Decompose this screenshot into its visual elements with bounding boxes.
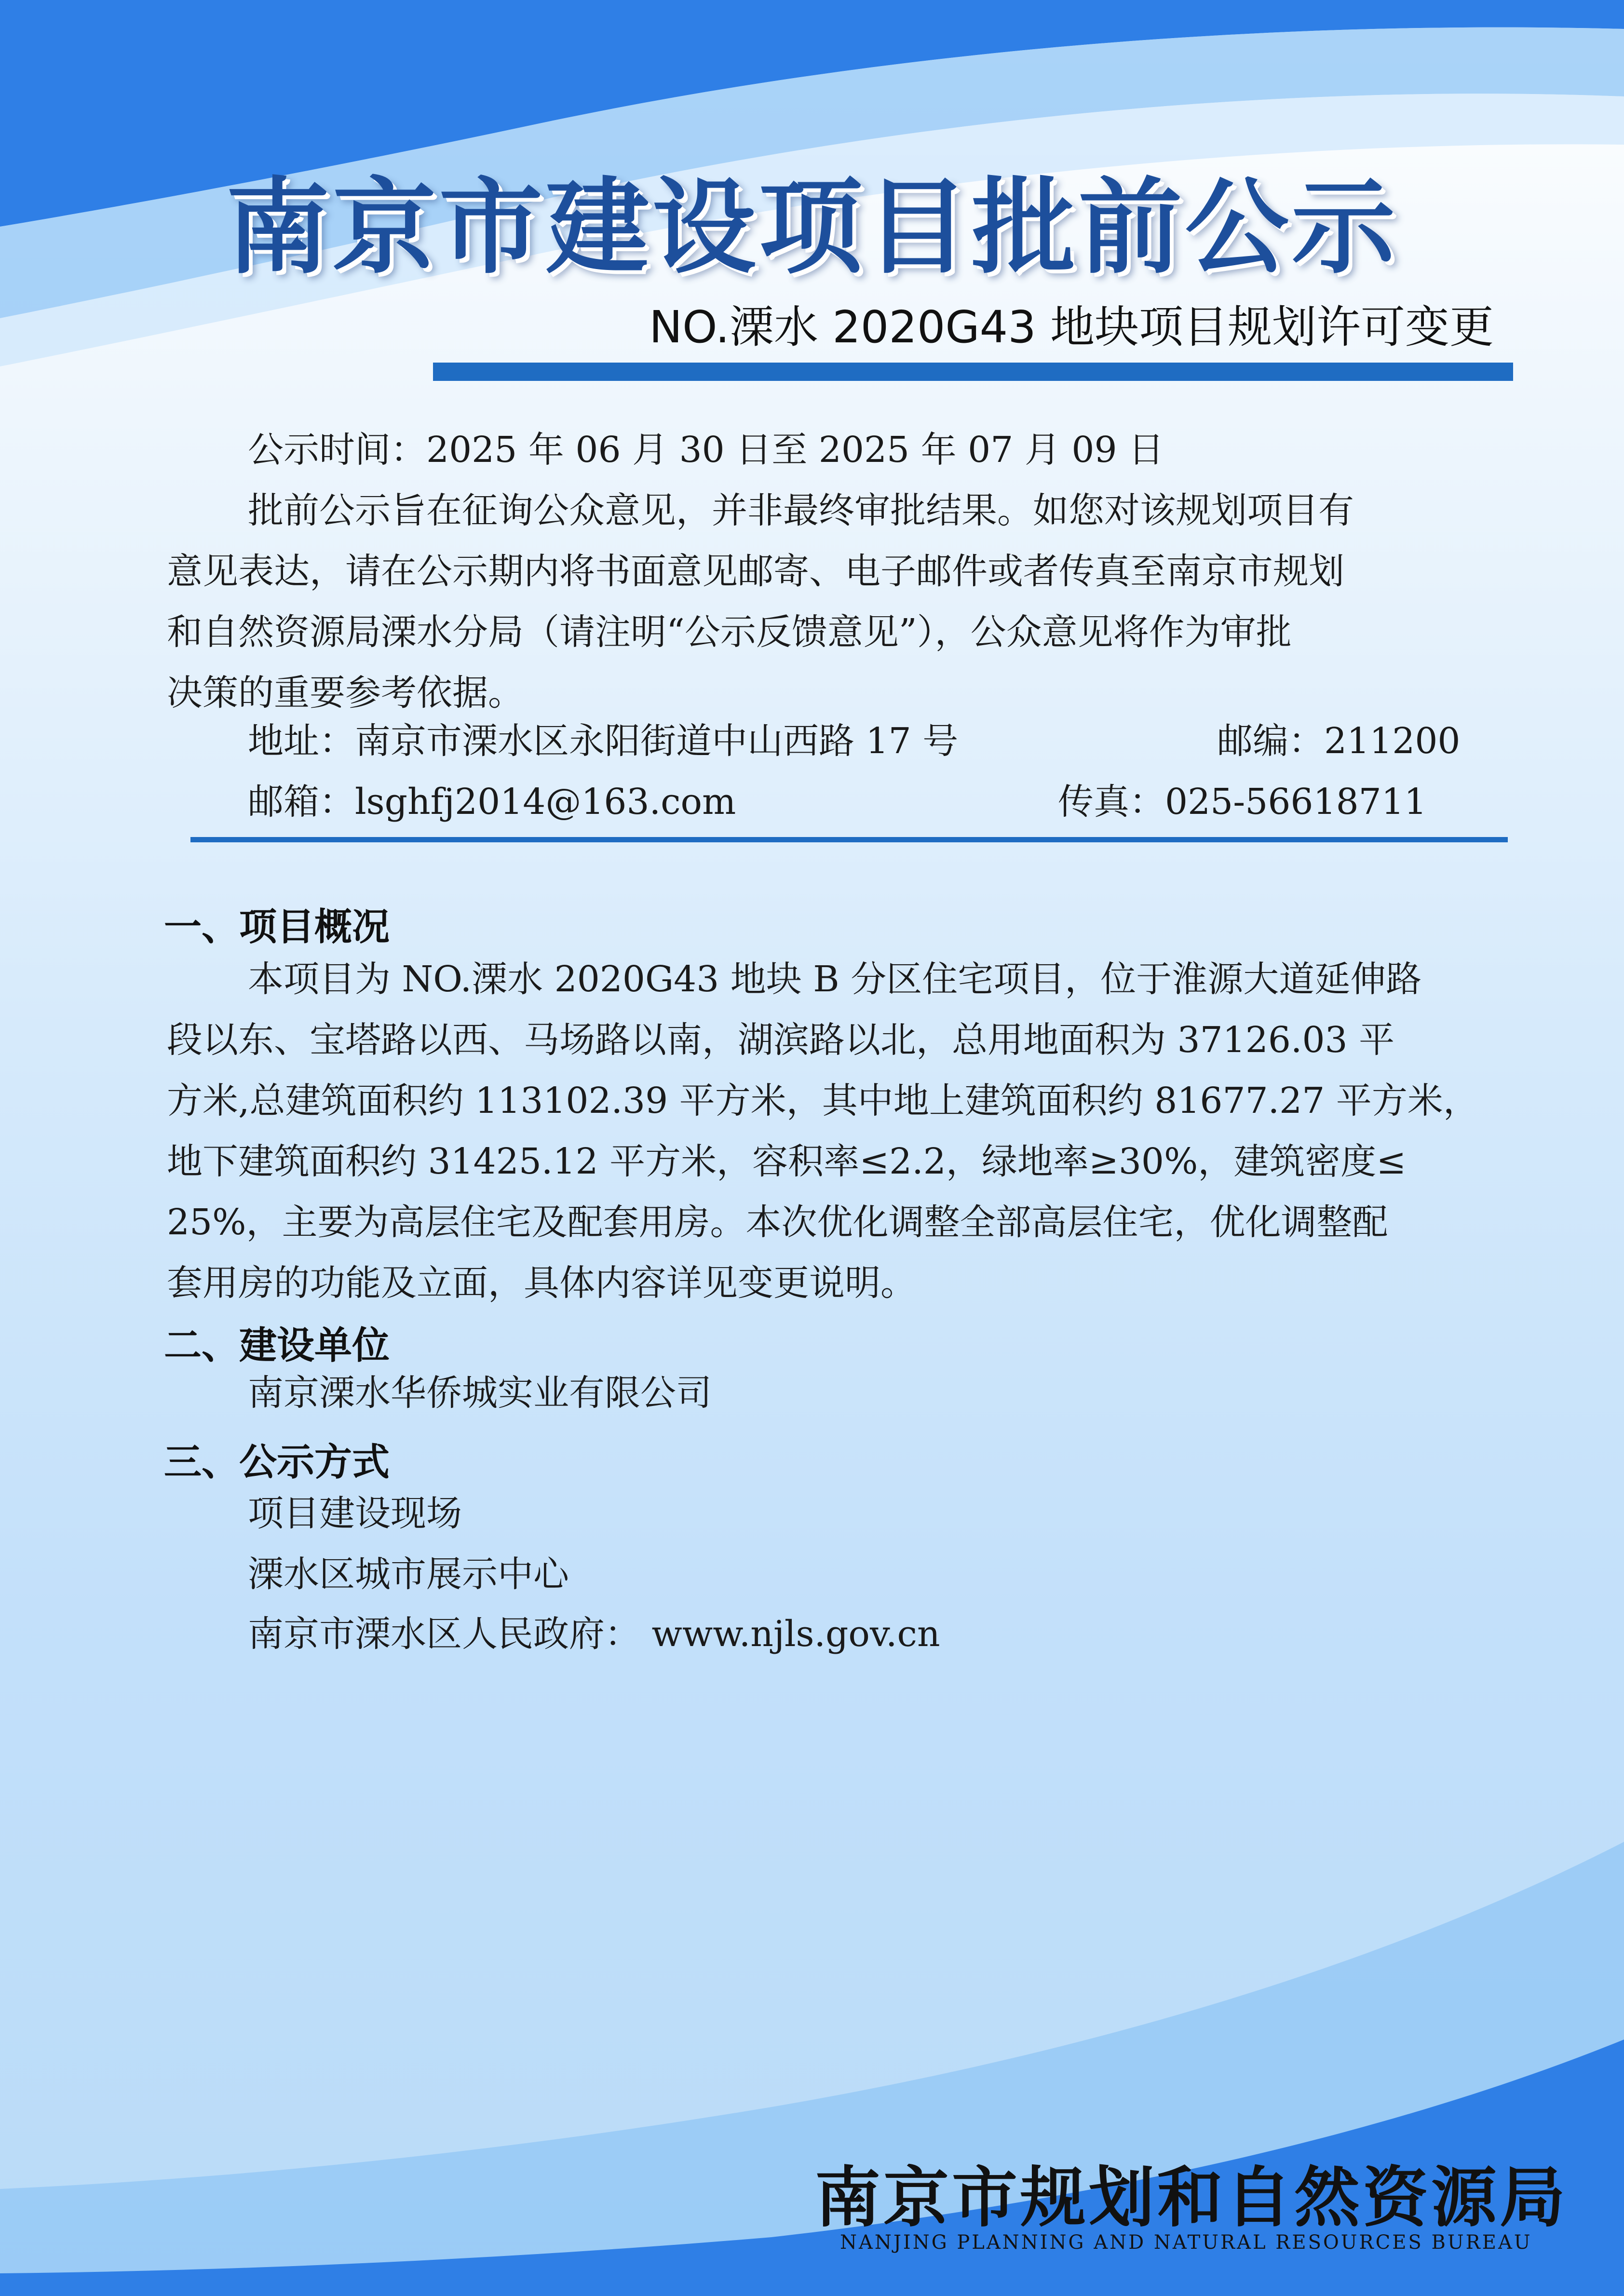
notice-line: 批前公示旨在征询公众意见，并非最终审批结果。如您对该规划项目有 bbox=[248, 490, 1354, 531]
contact-address: 地址：南京市溧水区永阳街道中山西路 17 号 bbox=[248, 720, 959, 762]
overview-line: 地下建筑面积约 31425.12 平方米，容积率≤2.2，绿地率≥30%，建筑密度≤ bbox=[167, 1141, 1407, 1182]
notice-period: 公示时间：2025 年 06 月 30 日至 2025 年 07 月 09 日 bbox=[248, 429, 1164, 471]
notice-block bbox=[167, 419, 1502, 723]
contact-postcode: 邮编：211200 bbox=[1217, 720, 1461, 762]
method-heading: 三、公示方式 bbox=[164, 1441, 390, 1484]
method-item: 南京市溧水区人民政府： www.njls.gov.cn bbox=[248, 1613, 940, 1655]
notice-line: 和自然资源局溧水分局（请注明“公示反馈意见”），公众意见将作为审批 bbox=[167, 611, 1292, 653]
contact-email: 邮箱：lsghfj2014@163.com bbox=[248, 781, 736, 823]
overview-body bbox=[167, 949, 1502, 1313]
overview-line: 套用房的功能及立面，具体内容详见变更说明。 bbox=[167, 1262, 916, 1304]
overview-heading: 一、项目概况 bbox=[164, 905, 390, 949]
issuer-name: 南京市规划和自然资源局 bbox=[815, 2159, 1568, 2236]
title-divider bbox=[433, 363, 1513, 381]
notice-line: 意见表达，请在公示期内将书面意见邮寄、电子邮件或者传真至南京市规划 bbox=[167, 551, 1344, 592]
issuer-name-english: NANJING PLANNING AND NATURAL RESOURCES BUREAU bbox=[840, 2231, 1532, 2254]
builder-heading: 二、建设单位 bbox=[164, 1324, 390, 1367]
method-item: 项目建设现场 bbox=[248, 1493, 462, 1534]
contact-fax: 传真：025-56618711 bbox=[1058, 781, 1427, 823]
notice-line: 决策的重要参考依据。 bbox=[167, 672, 524, 714]
overview-line: 本项目为 NO.溧水 2020G43 地块 B 分区住宅项目，位于淮源大道延伸路 bbox=[248, 959, 1422, 1000]
overview-line: 25%，主要为高层住宅及配套用房。本次优化调整全部高层住宅，优化调整配 bbox=[167, 1202, 1388, 1243]
page-title: 南京市建设项目批前公示 bbox=[226, 166, 1398, 288]
overview-line: 方米,总建筑面积约 113102.39 平方米，其中地上建筑面积约 81677.27 平方米， bbox=[167, 1080, 1479, 1121]
section-divider bbox=[190, 837, 1508, 842]
project-subtitle: NO.溧水 2020G43 地块项目规划许可变更 bbox=[649, 301, 1494, 353]
builder-name: 南京溧水华侨城实业有限公司 bbox=[248, 1372, 712, 1414]
method-item: 溧水区城市展示中心 bbox=[248, 1553, 569, 1595]
overview-line: 段以东、宝塔路以西、马场路以南，湖滨路以北，总用地面积为 37126.03 平 bbox=[167, 1019, 1395, 1061]
